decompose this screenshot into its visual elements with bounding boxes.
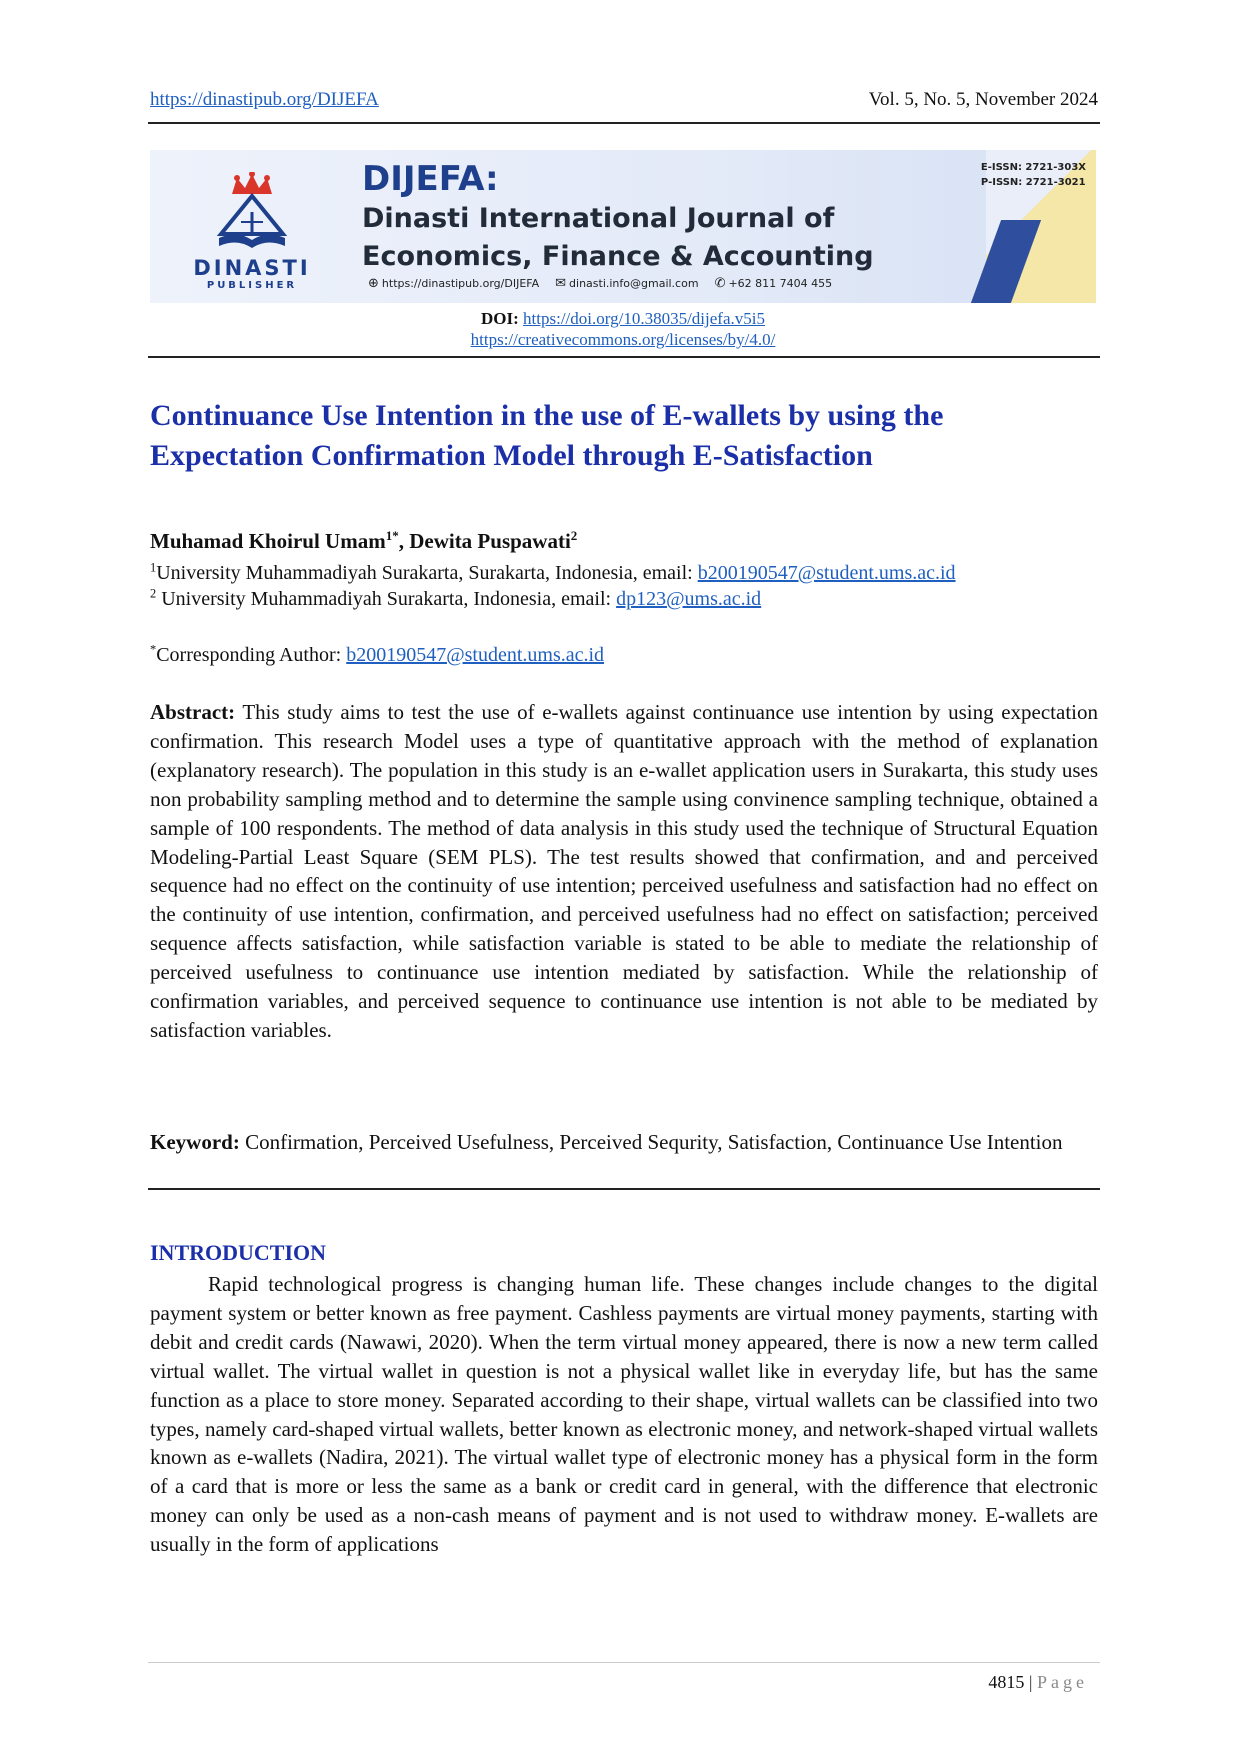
title-line2: Expectation Confirmation Model through E-Satisfaction [150, 439, 873, 472]
section-heading-introduction: INTRODUCTION [150, 1240, 327, 1265]
journal-contacts [368, 276, 832, 291]
journal-banner [150, 150, 1096, 303]
paper-page [150, 0, 1098, 1754]
license-link[interactable]: https://creativecommons.org/licenses/by/4.0/ [470, 330, 776, 349]
publisher-brand: DINASTI [193, 256, 311, 280]
journal-name-block [362, 158, 874, 276]
page-label: Page [1037, 1672, 1088, 1692]
corresponding-marker: * [150, 642, 157, 657]
doi-link[interactable]: https://doi.org/10.38035/dijefa.v5i5 [523, 309, 765, 328]
abstract-text: This study aims to test the use of e-wallets against continuance use intention by using expectation confirmation. This research Model uses a type of quantitative approach with the method of explanation (explanatory research). The population in this study is an e-wallet application users in Surakarta, this study uses non probability sampling method and to determine the sample using convinence sampling technique, obtained a sample of 100 respondents. The method of data analysis in this study used the technique of Structural Equation Modeling-Partial Least Square (SEM PLS). The test results showed that confirmation, and and perceived sequence had no effect on the continuity of use intention; perceived usefulness and satisfaction had no effect on the continuity of use intention, confirmation, and perceived usefulness had no effect on satisfaction; perceived sequence affects satisfaction, while satisfaction variable is stated to be able to mediate the relationship of perceived usefulness to continuance use intention mediated by satisfaction. While the relationship of confirmation variables, and perceived sequence to continuance use intention is not able to be mediated by satisfaction variables. [150, 700, 1098, 1042]
website-text: https://dinastipub.org/DIJEFA [381, 277, 540, 290]
paper-title [150, 396, 1098, 476]
abstract-label: Abstract: [150, 700, 236, 724]
license-line [150, 329, 1096, 350]
eissn: E-ISSN: 2721-303X [980, 162, 1086, 173]
book-icon [219, 196, 285, 248]
abstract [150, 698, 1098, 1045]
running-header [150, 88, 1098, 112]
mail-icon: ✉ [555, 276, 567, 291]
keywords [150, 1128, 1098, 1156]
phone-contact [715, 276, 833, 291]
affiliation-marker: 2 [150, 586, 157, 601]
affiliation-1 [150, 560, 956, 586]
publisher-logo [192, 172, 312, 297]
volume-info: Vol. 5, No. 5, November 2024 [868, 89, 1098, 110]
phone-text: +62 811 7404 455 [728, 277, 833, 290]
keyword-label: Keyword: [150, 1130, 240, 1154]
journal-name-line1: Dinasti International Journal of [362, 203, 835, 234]
keyword-text: Confirmation, Perceived Usefulness, Perceived Sequrity, Satisfaction, Continuance Use Intention [239, 1130, 1063, 1154]
phone-icon: ✆ [714, 276, 726, 291]
email-link[interactable]: dp123@ums.ac.id [616, 588, 762, 610]
affiliation-text: University Muhammadiyah Surakarta, Indonesia, email: [156, 588, 617, 610]
author-affiliation-marker: 2 [570, 528, 578, 543]
corresponding-email-link[interactable]: b200190547@student.ums.ac.id [346, 644, 605, 666]
footer-separator: | [1028, 1672, 1033, 1692]
doi-label: DOI: [481, 309, 519, 328]
crown-icon [232, 172, 272, 194]
doi-divider [148, 356, 1100, 358]
corresponding-label: Corresponding Author: [156, 644, 347, 666]
pissn: P-ISSN: 2721-3021 [980, 177, 1086, 188]
journal-abbreviation: DIJEFA: [362, 159, 499, 199]
author-list [150, 528, 577, 554]
affiliation-marker: 1 [150, 560, 157, 575]
affiliation-2 [150, 586, 956, 612]
affiliation-text: University Muhammadiyah Surakarta, Surakarta, Indonesia, email: [156, 562, 698, 584]
website-contact [368, 276, 539, 291]
author-separator: , [398, 529, 410, 553]
crown-book-logo-icon [207, 172, 297, 254]
email-contact [555, 276, 698, 291]
author-name: Muhamad Khoirul Umam [150, 529, 386, 553]
page-footer [988, 1672, 1088, 1693]
globe-icon: ⊕ [368, 276, 379, 291]
header-divider [148, 122, 1100, 124]
doi-line [150, 308, 1096, 329]
email-text: dinasti.info@gmail.com [569, 277, 699, 290]
publisher-label: PUBLISHER [206, 280, 298, 291]
introduction-paragraph: Rapid technological progress is changing human life. These changes include changes to the digital payment system or better known as free payment. Cashless payments are virtual money payments, starting with debit and credit cards (Nawawi, 2020). When the term virtual money appeared, there is now a new term called virtual wallet. The virtual wallet in question is not a physical wallet like in everyday life, but has the same function as a place to store money. Separated according to their shape, virtual wallets can be classified into two types, namely card-shaped virtual wallets, better known as electronic money, and network-shaped virtual wallets known as e-wallets (Nadira, 2021). The virtual wallet type of electronic money has a physical form in the form of a card that is more or less the same as a bank or credit card in general, with the difference that electronic money can only be used as a non-cash means of payment and is not used to withdraw money. E-wallets are usually in the form of applications [150, 1272, 1098, 1557]
footer-divider [148, 1662, 1100, 1663]
issn-block [981, 160, 1086, 190]
doi-block [150, 308, 1096, 350]
corresponding-author [150, 642, 604, 668]
author-name: Dewita Puspawati [409, 529, 571, 553]
journal-url-link[interactable]: https://dinastipub.org/DIJEFA [150, 89, 379, 110]
affiliations [150, 560, 956, 612]
journal-name-line2: Economics, Finance & Accounting [362, 241, 874, 272]
keywords-divider [148, 1188, 1100, 1190]
title-line1: Continuance Use Intention in the use of E-wallets by using the [150, 399, 944, 432]
author-affiliation-marker: 1* [385, 528, 399, 543]
page-number: 4815 [988, 1672, 1025, 1692]
email-link[interactable]: b200190547@student.ums.ac.id [697, 562, 956, 584]
